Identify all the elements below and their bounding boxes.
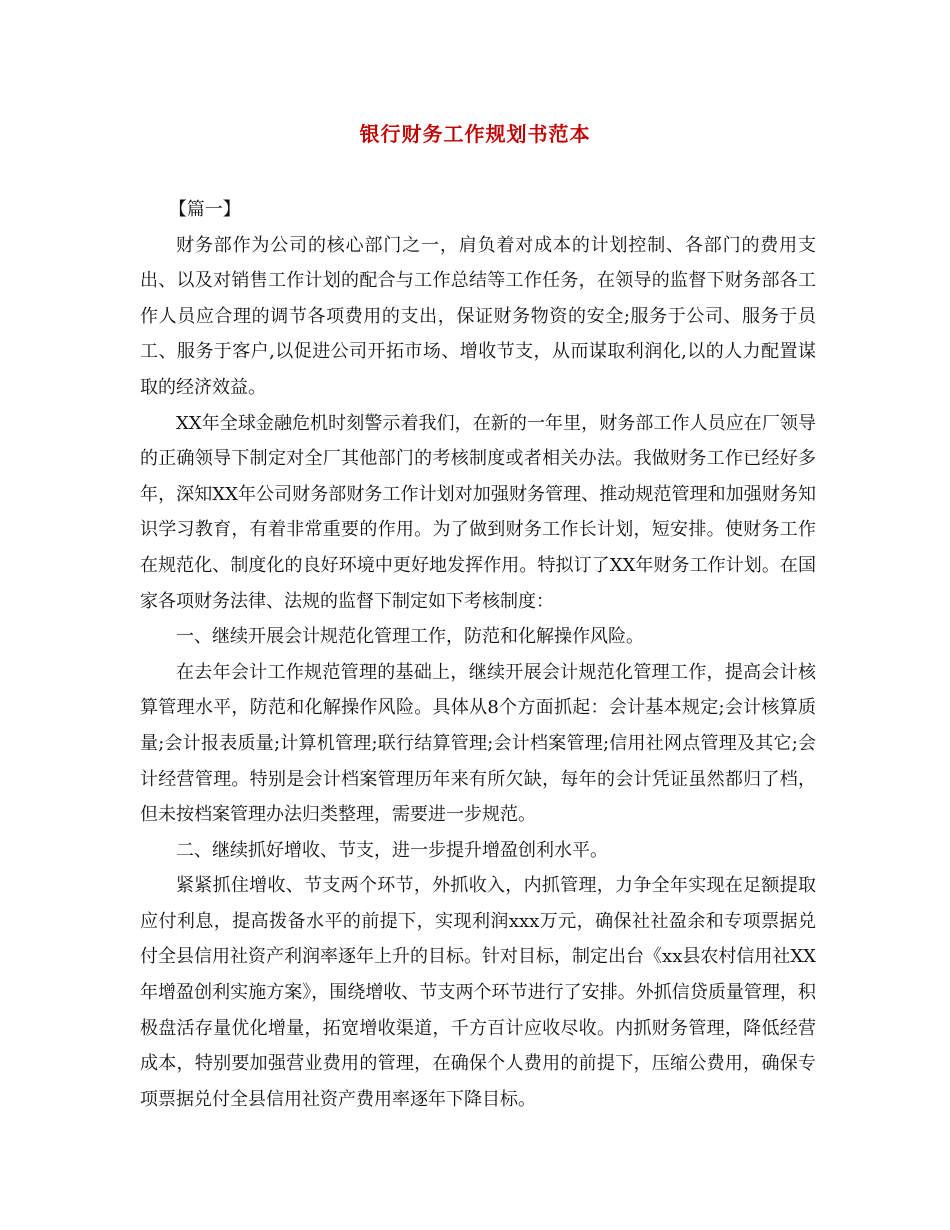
heading-item-one: 一、继续开展会计规范化管理工作，防范和化解操作风险。 bbox=[176, 626, 644, 648]
section-label: 【篇一】 bbox=[168, 199, 241, 220]
paragraph-item-two: 紧紧抓住增收、节支两个环节，外抓收入，内抓管理，力争全年实现在足额提取应付利息，提高拨备水平的前提下，实现利润xxx万元，确保社社盈余和专项票据兑付全县信用社资产利润率逐年上升的目标。针对目标，制定出台《xx县农村信用社XX年增盈创利实施方案》，围绕增收、节支两个环节进行了安排。外抓信贷质量管理，积极盘活存量优化增量，拓宽增收渠道，千方百计应收尽收。内抓财务管理，降低经营成本，特别要加强营业费用的管理，在确保个人费用的前提下，压缩公费用，确保专项票据兑付全县信用社资产费用率逐年下降目标。 bbox=[140, 875, 816, 1110]
paragraph-intro: 财务部作为公司的核心部门之一，肩负着对成本的计划控制、各部门的费用支出、以及对销售工作计划的配合与工作总结等工作任务，在领导的监督下财务部各工作人员应合理的调节各项费用的支出，保证财务物资的安全;服务于公司、服务于员工、服务于客户,以促进公司开拓市场、增收节支，从而谋取利润化,以的人力配置谋取的经济效益。 bbox=[140, 234, 816, 398]
paragraph-background: XX年全球金融危机时刻警示着我们，在新的一年里，财务部工作人员应在厂领导的正确领导下制定对全厂其他部门的考核制度或者相关办法。我做财务工作已经好多年，深知XX年公司财务部财务工作计划对加强财务管理、推动规范管理和加强财务知识学习教育，有着非常重要的作用。为了做到财务工作长计划，短安排。使财务工作在规范化、制度化的良好环境中更好地发挥作用。特拟订了XX年财务工作计划。在国家各项财务法律、法规的监督下制定如下考核制度： bbox=[140, 412, 816, 612]
heading-item-two: 二、继续抓好增收、节支，进一步提升增盈创利水平。 bbox=[176, 839, 608, 861]
document-body bbox=[140, 192, 816, 1117]
document-title: 银行财务工作规划书范本 bbox=[359, 122, 591, 146]
paragraph-item-one: 在去年会计工作规范管理的基础上，继续开展会计规范化管理工作，提高会计核算管理水平，防范和化解操作风险。具体从8个方面抓起：会计基本规定;会计核算质量;会计报表质量;计算机管理;联行结算管理;会计档案管理;信用社网点管理及其它;会计经营管理。特别是会计档案管理历年来有所欠缺，每年的会计凭证虽然都归了档，但未按档案管理办法归类整理，需要进一步规范。 bbox=[140, 661, 816, 826]
